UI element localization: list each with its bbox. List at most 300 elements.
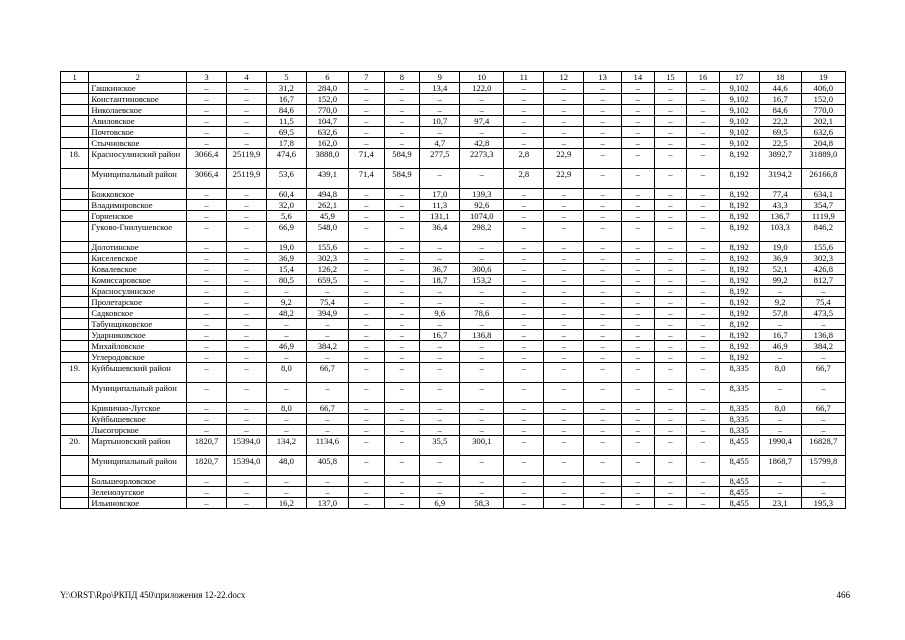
value-cell: 1820,7 <box>187 436 227 456</box>
value-cell: – <box>584 352 622 363</box>
value-cell: 17,8 <box>266 138 306 149</box>
value-cell: – <box>687 189 720 200</box>
value-cell: 137,0 <box>306 498 348 509</box>
value-cell: – <box>654 308 687 319</box>
table-row <box>61 189 846 200</box>
value-cell: 136,8 <box>801 330 845 341</box>
value-cell: 44,6 <box>759 83 801 94</box>
territory-name-cell: Большеорловское <box>89 476 187 487</box>
value-cell: 31889,0 <box>801 149 845 169</box>
value-cell: – <box>348 383 384 403</box>
value-cell: – <box>348 242 384 253</box>
value-cell: – <box>504 425 544 436</box>
value-cell: – <box>801 352 845 363</box>
value-cell: 394,9 <box>306 308 348 319</box>
value-cell: – <box>460 476 504 487</box>
value-cell: – <box>544 200 584 211</box>
value-cell: 43,3 <box>759 200 801 211</box>
value-cell: – <box>654 138 687 149</box>
value-cell: – <box>584 222 622 242</box>
value-cell: – <box>227 211 267 222</box>
value-cell: 298,2 <box>460 222 504 242</box>
row-number-cell <box>61 253 89 264</box>
value-cell: – <box>187 319 227 330</box>
value-cell: 8,335 <box>719 403 759 414</box>
row-number-cell <box>61 83 89 94</box>
value-cell: – <box>504 211 544 222</box>
territory-name-cell: Долотинское <box>89 242 187 253</box>
value-cell: – <box>801 425 845 436</box>
value-cell: 354,7 <box>801 200 845 211</box>
value-cell: – <box>687 383 720 403</box>
value-cell: – <box>460 286 504 297</box>
value-cell: – <box>460 383 504 403</box>
value-cell: 584,9 <box>384 169 420 189</box>
value-cell: – <box>584 319 622 330</box>
value-cell: – <box>384 264 420 275</box>
value-cell: – <box>384 127 420 138</box>
value-cell: – <box>504 476 544 487</box>
column-header: 1 <box>61 72 89 83</box>
value-cell: – <box>622 94 655 105</box>
value-cell: – <box>348 253 384 264</box>
value-cell: – <box>687 169 720 189</box>
value-cell: – <box>622 498 655 509</box>
value-cell: – <box>384 83 420 94</box>
value-cell: 494,8 <box>306 189 348 200</box>
value-cell: – <box>227 105 267 116</box>
value-cell: – <box>759 352 801 363</box>
district-row <box>61 363 846 383</box>
value-cell: – <box>654 189 687 200</box>
value-cell: – <box>584 308 622 319</box>
value-cell: 8,455 <box>719 487 759 498</box>
value-cell: 634,1 <box>801 189 845 200</box>
value-cell: 8,335 <box>719 383 759 403</box>
row-number-cell <box>61 383 89 403</box>
value-cell: – <box>266 414 306 425</box>
value-cell: – <box>654 127 687 138</box>
value-cell: – <box>687 476 720 487</box>
value-cell: – <box>348 200 384 211</box>
value-cell: – <box>266 383 306 403</box>
value-cell: – <box>584 414 622 425</box>
value-cell: – <box>187 286 227 297</box>
value-cell: – <box>227 308 267 319</box>
value-cell: – <box>348 222 384 242</box>
value-cell: 5,6 <box>266 211 306 222</box>
value-cell: – <box>584 456 622 476</box>
district-row <box>61 149 846 169</box>
value-cell: – <box>544 222 584 242</box>
value-cell: 8,0 <box>759 363 801 383</box>
value-cell: – <box>420 487 460 498</box>
value-cell: 1820,7 <box>187 456 227 476</box>
value-cell: 26166,8 <box>801 169 845 189</box>
value-cell: – <box>687 264 720 275</box>
value-cell: – <box>420 127 460 138</box>
value-cell: – <box>460 105 504 116</box>
value-cell: – <box>622 414 655 425</box>
value-cell: – <box>460 456 504 476</box>
table-body <box>61 83 846 509</box>
value-cell: – <box>622 363 655 383</box>
value-cell: – <box>504 352 544 363</box>
value-cell: – <box>187 403 227 414</box>
column-header: 18 <box>759 72 801 83</box>
value-cell: – <box>687 275 720 286</box>
value-cell: 204,8 <box>801 138 845 149</box>
value-cell: – <box>654 264 687 275</box>
value-cell: – <box>504 242 544 253</box>
column-header: 17 <box>719 72 759 83</box>
value-cell: – <box>687 222 720 242</box>
value-cell: – <box>384 308 420 319</box>
value-cell: – <box>504 363 544 383</box>
table-row <box>61 242 846 253</box>
value-cell: – <box>460 487 504 498</box>
value-cell: 36,9 <box>759 253 801 264</box>
value-cell: – <box>504 436 544 456</box>
value-cell: 84,6 <box>266 105 306 116</box>
value-cell: – <box>544 297 584 308</box>
value-cell: 384,2 <box>306 341 348 352</box>
value-cell: – <box>348 308 384 319</box>
value-cell: – <box>384 116 420 127</box>
value-cell: – <box>687 105 720 116</box>
value-cell: – <box>227 341 267 352</box>
value-cell: – <box>187 383 227 403</box>
value-cell: – <box>687 308 720 319</box>
value-cell: 8,192 <box>719 242 759 253</box>
value-cell: – <box>654 341 687 352</box>
value-cell: – <box>504 94 544 105</box>
value-cell: – <box>384 211 420 222</box>
value-cell: – <box>584 286 622 297</box>
value-cell: – <box>187 94 227 105</box>
value-cell: – <box>384 138 420 149</box>
value-cell: – <box>227 403 267 414</box>
value-cell: 473,5 <box>801 308 845 319</box>
value-cell: – <box>306 487 348 498</box>
value-cell: – <box>306 425 348 436</box>
value-cell: 92,6 <box>460 200 504 211</box>
value-cell: 8,192 <box>719 308 759 319</box>
value-cell: 8,0 <box>759 403 801 414</box>
table-row <box>61 264 846 275</box>
value-cell: – <box>504 341 544 352</box>
value-cell: – <box>654 94 687 105</box>
value-cell: – <box>622 169 655 189</box>
value-cell: 426,8 <box>801 264 845 275</box>
value-cell: – <box>384 487 420 498</box>
value-cell: – <box>187 222 227 242</box>
territory-name-cell: Гуково-Гнилушевское <box>89 222 187 242</box>
territory-name-cell: Владимировское <box>89 200 187 211</box>
row-number-cell <box>61 456 89 476</box>
value-cell: – <box>622 425 655 436</box>
row-number-cell <box>61 275 89 286</box>
value-cell: – <box>227 498 267 509</box>
value-cell: – <box>348 487 384 498</box>
table-row <box>61 297 846 308</box>
row-number-cell <box>61 308 89 319</box>
value-cell: – <box>504 105 544 116</box>
row-number-cell <box>61 341 89 352</box>
value-cell: – <box>420 363 460 383</box>
value-cell: – <box>187 414 227 425</box>
value-cell: – <box>460 341 504 352</box>
value-cell: 16,7 <box>759 330 801 341</box>
column-header: 19 <box>801 72 845 83</box>
value-cell: – <box>348 330 384 341</box>
value-cell: 36,4 <box>420 222 460 242</box>
value-cell: – <box>348 297 384 308</box>
value-cell: – <box>348 127 384 138</box>
value-cell: – <box>460 414 504 425</box>
value-cell: 584,9 <box>384 149 420 169</box>
value-cell: 48,0 <box>266 456 306 476</box>
row-number-cell <box>61 242 89 253</box>
value-cell: – <box>306 319 348 330</box>
value-cell: – <box>584 189 622 200</box>
value-cell: 162,0 <box>306 138 348 149</box>
value-cell: – <box>654 222 687 242</box>
territory-name-cell: Красносулинский район <box>89 149 187 169</box>
table-row <box>61 127 846 138</box>
value-cell: – <box>622 200 655 211</box>
column-header: 11 <box>504 72 544 83</box>
table-row <box>61 138 846 149</box>
value-cell: – <box>384 200 420 211</box>
value-cell: 2273,3 <box>460 149 504 169</box>
value-cell: – <box>801 414 845 425</box>
value-cell: – <box>654 436 687 456</box>
value-cell: – <box>227 264 267 275</box>
value-cell: – <box>504 83 544 94</box>
value-cell: – <box>544 308 584 319</box>
value-cell: – <box>227 253 267 264</box>
data-table <box>60 71 846 509</box>
value-cell: – <box>544 253 584 264</box>
value-cell: 195,3 <box>801 498 845 509</box>
value-cell: – <box>687 149 720 169</box>
value-cell: – <box>584 383 622 403</box>
value-cell: 71,4 <box>348 149 384 169</box>
value-cell: – <box>504 319 544 330</box>
value-cell: 22,5 <box>759 138 801 149</box>
value-cell: – <box>544 414 584 425</box>
value-cell: – <box>227 242 267 253</box>
value-cell: – <box>584 94 622 105</box>
value-cell: – <box>584 242 622 253</box>
value-cell: 632,6 <box>306 127 348 138</box>
territory-name-cell: Почтовское <box>89 127 187 138</box>
value-cell: – <box>687 116 720 127</box>
value-cell: 104,7 <box>306 116 348 127</box>
row-number-cell: 18. <box>61 149 89 169</box>
value-cell: – <box>654 211 687 222</box>
value-cell: 22,2 <box>759 116 801 127</box>
value-cell: 8,192 <box>719 211 759 222</box>
value-cell: – <box>348 425 384 436</box>
value-cell: – <box>266 330 306 341</box>
value-cell: – <box>420 425 460 436</box>
territory-name-cell: Куйбышевское <box>89 414 187 425</box>
value-cell: – <box>348 264 384 275</box>
value-cell: – <box>348 403 384 414</box>
value-cell: 57,8 <box>759 308 801 319</box>
value-cell: – <box>622 264 655 275</box>
table-row <box>61 94 846 105</box>
value-cell: – <box>622 116 655 127</box>
value-cell: – <box>687 319 720 330</box>
value-cell: – <box>584 105 622 116</box>
value-cell: – <box>544 403 584 414</box>
value-cell: 8,0 <box>266 403 306 414</box>
value-cell: – <box>187 200 227 211</box>
value-cell: – <box>420 403 460 414</box>
value-cell: 548,0 <box>306 222 348 242</box>
value-cell: – <box>420 253 460 264</box>
value-cell: 16,7 <box>420 330 460 341</box>
value-cell: 131,1 <box>420 211 460 222</box>
value-cell: 202,1 <box>801 116 845 127</box>
value-cell: – <box>654 275 687 286</box>
table-row <box>61 341 846 352</box>
table-row <box>61 403 846 414</box>
value-cell: 8,0 <box>266 363 306 383</box>
value-cell: – <box>420 105 460 116</box>
value-cell: – <box>227 487 267 498</box>
value-cell: – <box>384 498 420 509</box>
value-cell: – <box>584 425 622 436</box>
value-cell: – <box>187 264 227 275</box>
value-cell: 75,4 <box>306 297 348 308</box>
value-cell: – <box>348 456 384 476</box>
column-header: 7 <box>348 72 384 83</box>
value-cell: 66,9 <box>266 222 306 242</box>
value-cell: – <box>544 476 584 487</box>
value-cell: 15799,8 <box>801 456 845 476</box>
value-cell: – <box>227 94 267 105</box>
value-cell: – <box>622 105 655 116</box>
value-cell: – <box>420 242 460 253</box>
value-cell: 31,2 <box>266 83 306 94</box>
value-cell: – <box>544 363 584 383</box>
value-cell: – <box>348 286 384 297</box>
value-cell: – <box>460 242 504 253</box>
value-cell: – <box>187 498 227 509</box>
value-cell: 8,192 <box>719 169 759 189</box>
table-row <box>61 83 846 94</box>
table-row <box>61 308 846 319</box>
value-cell: – <box>544 425 584 436</box>
value-cell: – <box>544 456 584 476</box>
table-row <box>61 476 846 487</box>
value-cell: – <box>227 286 267 297</box>
value-cell: – <box>227 319 267 330</box>
table-row <box>61 116 846 127</box>
value-cell: 16,7 <box>759 94 801 105</box>
value-cell: – <box>420 476 460 487</box>
value-cell: 262,1 <box>306 200 348 211</box>
value-cell: – <box>622 211 655 222</box>
value-cell: – <box>187 275 227 286</box>
value-cell: – <box>654 476 687 487</box>
value-cell: – <box>227 222 267 242</box>
territory-name-cell: Константиновское <box>89 94 187 105</box>
value-cell: – <box>384 414 420 425</box>
value-cell: – <box>584 436 622 456</box>
value-cell: 3892,7 <box>759 149 801 169</box>
column-header: 12 <box>544 72 584 83</box>
value-cell: 846,2 <box>801 222 845 242</box>
territory-name-cell: Гашкинское <box>89 83 187 94</box>
table-row <box>61 286 846 297</box>
value-cell: 8,192 <box>719 264 759 275</box>
value-cell: – <box>504 116 544 127</box>
value-cell: – <box>384 253 420 264</box>
value-cell: 8,192 <box>719 286 759 297</box>
value-cell: – <box>544 341 584 352</box>
value-cell: 8,192 <box>719 297 759 308</box>
row-number-cell <box>61 127 89 138</box>
territory-name-cell: Михайловское <box>89 341 187 352</box>
value-cell: 122,0 <box>460 83 504 94</box>
value-cell: – <box>384 476 420 487</box>
value-cell: – <box>504 127 544 138</box>
value-cell: 136,7 <box>759 211 801 222</box>
value-cell: – <box>227 127 267 138</box>
value-cell: – <box>687 253 720 264</box>
value-cell: – <box>187 105 227 116</box>
value-cell: – <box>622 308 655 319</box>
value-cell: – <box>384 94 420 105</box>
value-cell: – <box>584 498 622 509</box>
value-cell: 23,1 <box>759 498 801 509</box>
value-cell: – <box>584 264 622 275</box>
value-cell: 17,0 <box>420 189 460 200</box>
value-cell: 812,7 <box>801 275 845 286</box>
value-cell: – <box>687 127 720 138</box>
territory-name-cell: Комиссаровское <box>89 275 187 286</box>
value-cell: – <box>622 189 655 200</box>
territory-name-cell: Мартыновский район <box>89 436 187 456</box>
value-cell: – <box>654 330 687 341</box>
value-cell: 406,0 <box>801 83 845 94</box>
value-cell: – <box>759 319 801 330</box>
value-cell: – <box>420 297 460 308</box>
value-cell: 71,4 <box>348 169 384 189</box>
value-cell: – <box>348 138 384 149</box>
value-cell: – <box>227 330 267 341</box>
value-cell: 8,192 <box>719 149 759 169</box>
value-cell: – <box>460 94 504 105</box>
value-cell: – <box>420 169 460 189</box>
value-cell: 32,0 <box>266 200 306 211</box>
value-cell: – <box>654 487 687 498</box>
value-cell: – <box>654 149 687 169</box>
value-cell: 99,2 <box>759 275 801 286</box>
territory-name-cell: Киселевское <box>89 253 187 264</box>
value-cell: 1868,7 <box>759 456 801 476</box>
row-number-cell <box>61 211 89 222</box>
value-cell: – <box>622 352 655 363</box>
column-header: 2 <box>89 72 187 83</box>
value-cell: 134,2 <box>266 436 306 456</box>
value-cell: – <box>187 189 227 200</box>
